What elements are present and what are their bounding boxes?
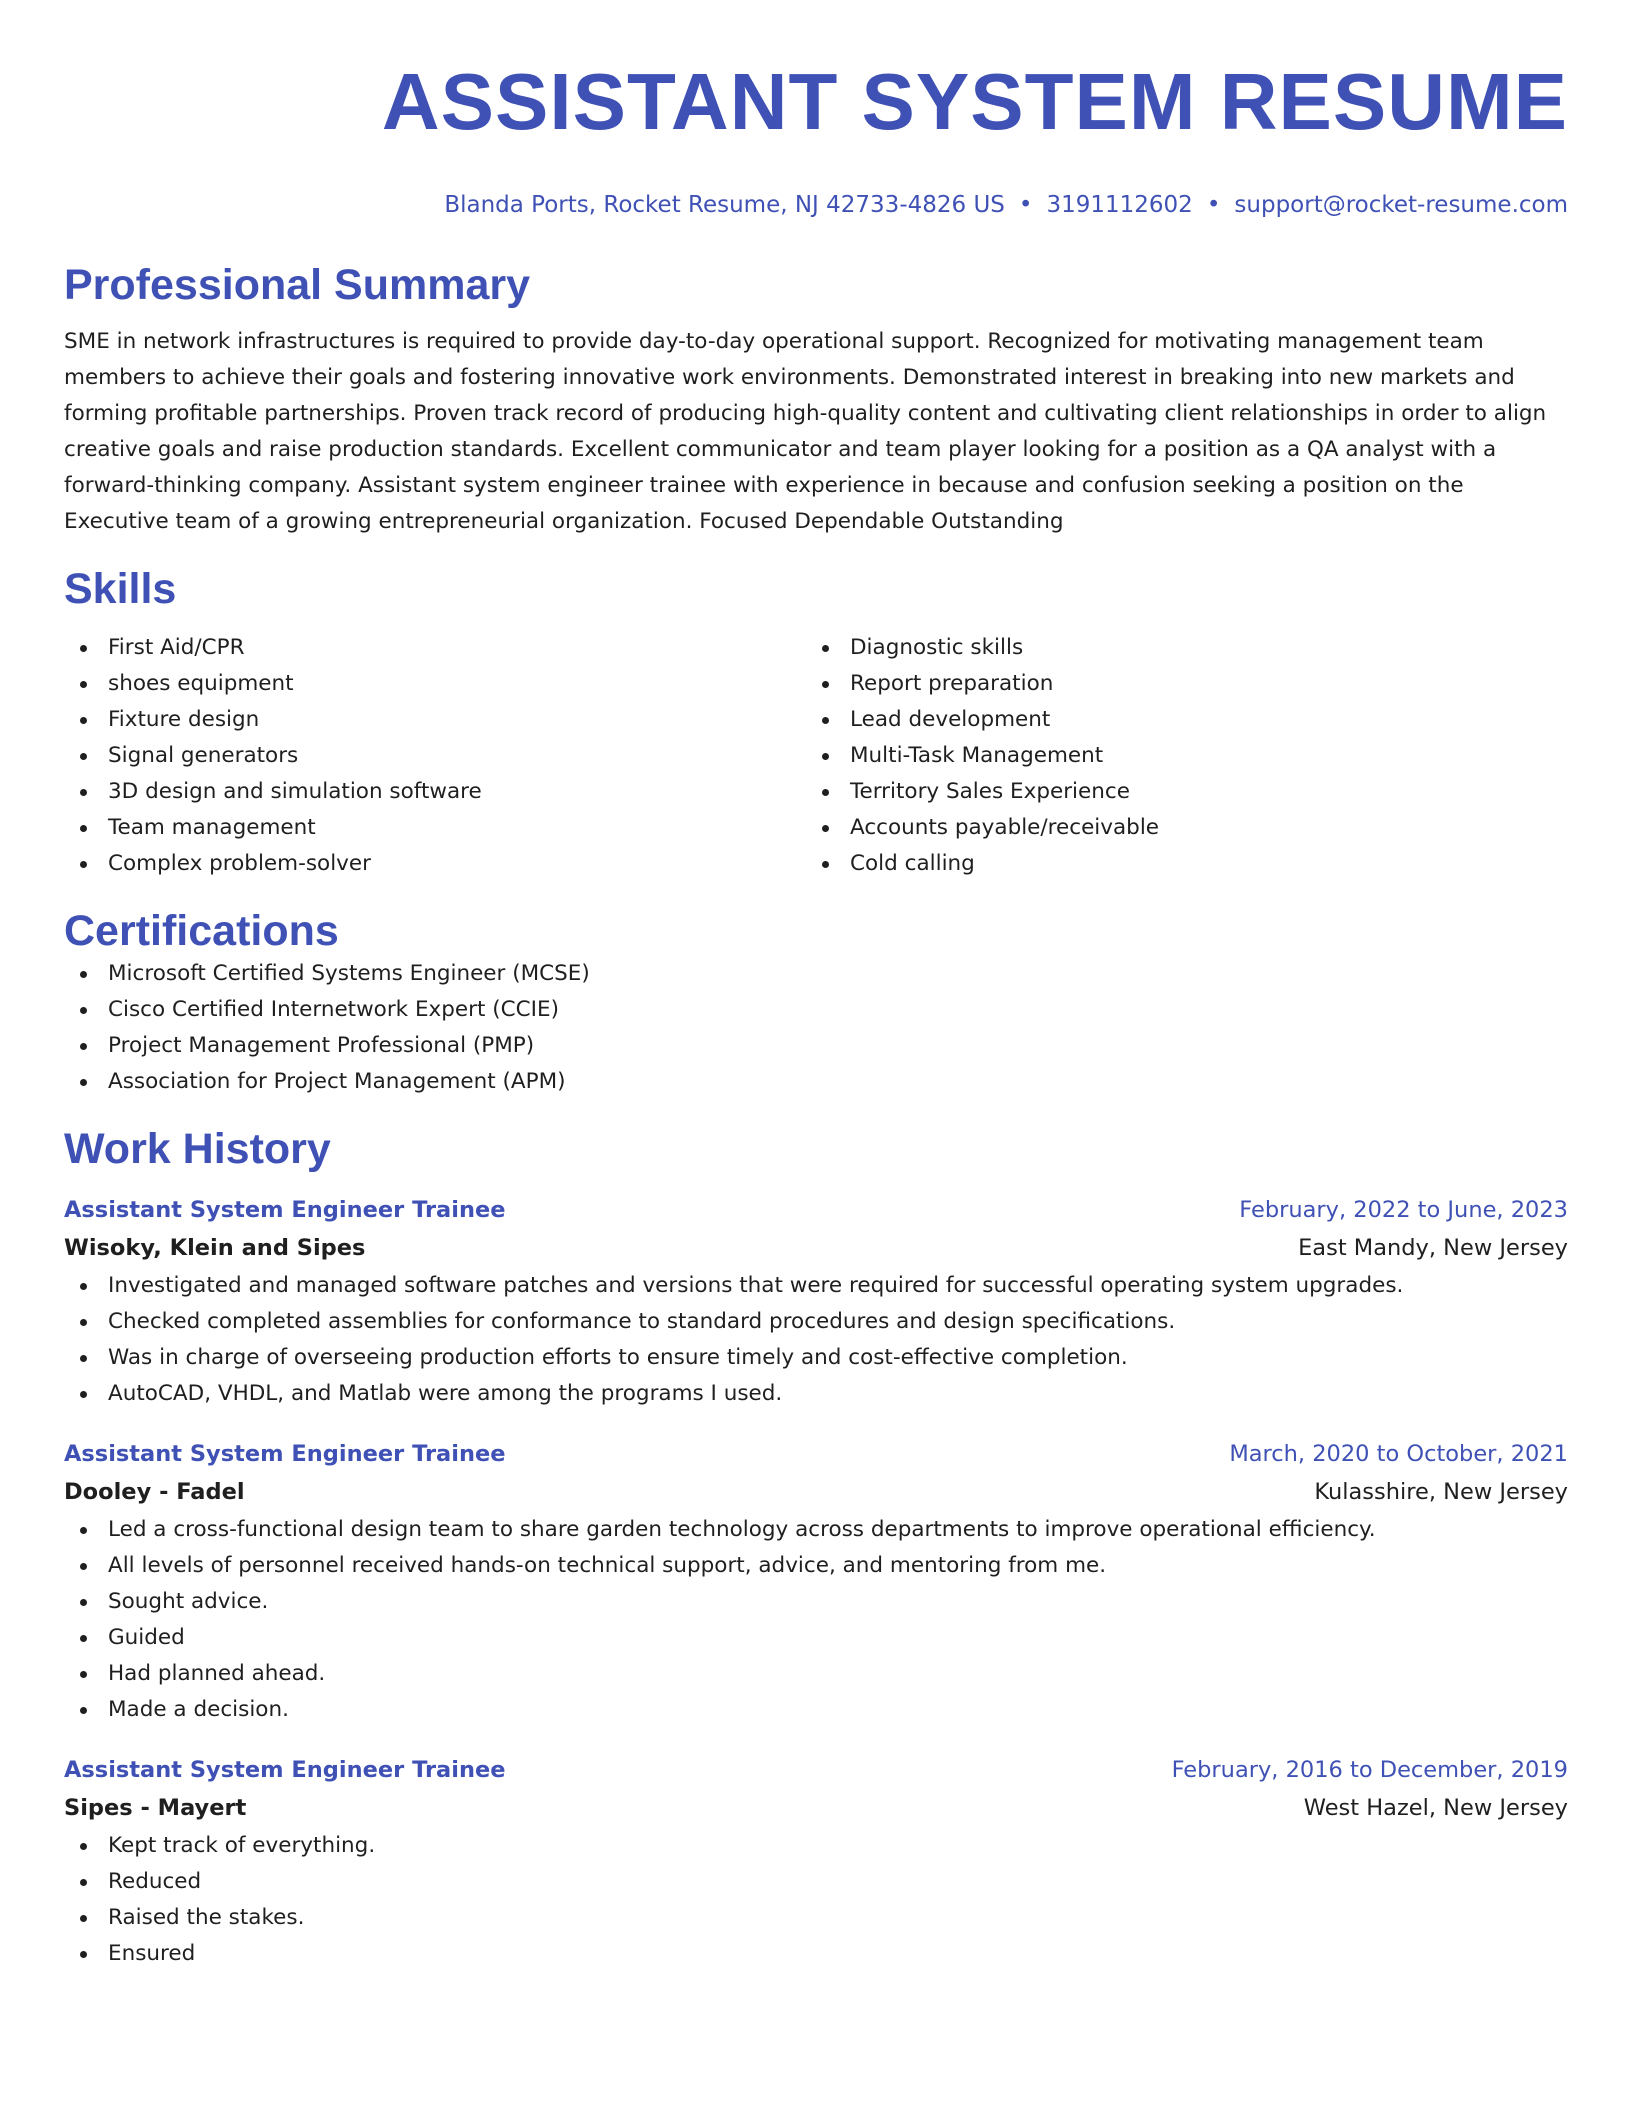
skills-grid [64, 630, 1568, 882]
summary-heading: Professional Summary [64, 261, 531, 309]
job-bullet: Ensured [64, 1936, 1568, 1972]
contact-phone: 3191112602 [1046, 192, 1193, 218]
certifications-heading: Certifications [64, 907, 339, 955]
job-title: Assistant System Engineer Trainee [64, 1757, 506, 1783]
skill-item: Signal generators [64, 738, 806, 774]
job-bullet: Made a decision. [64, 1692, 1568, 1728]
job-header-row [64, 1752, 1568, 1788]
job-bullet: Kept track of everything. [64, 1828, 1568, 1864]
work-history-heading: Work History [64, 1125, 331, 1173]
job-bullet: Investigated and managed software patches and versions that were required for successful operating system upgrades. [64, 1268, 1568, 1304]
job-entry [64, 1436, 1568, 1728]
skill-item: Territory Sales Experience [806, 774, 1548, 810]
contact-address: Blanda Ports, Rocket Resume, NJ 42733-4826 US [444, 192, 1005, 218]
job-location: East Mandy, New Jersey [1298, 1235, 1568, 1261]
job-bullets [64, 1512, 1568, 1728]
job-company-row [64, 1472, 1568, 1512]
job-title: Assistant System Engineer Trainee [64, 1197, 506, 1223]
skill-item: shoes equipment [64, 666, 806, 702]
contact-email: support@rocket-resume.com [1234, 192, 1568, 218]
skills-list-right [806, 630, 1548, 882]
job-title: Assistant System Engineer Trainee [64, 1441, 506, 1467]
job-bullet: Reduced [64, 1864, 1568, 1900]
job-header-row [64, 1192, 1568, 1228]
certification-item: Microsoft Certified Systems Engineer (MCSE) [64, 956, 1568, 992]
job-bullet: Checked completed assemblies for conformance to standard procedures and design specifications. [64, 1304, 1568, 1340]
skills-heading: Skills [64, 565, 177, 613]
job-company: Dooley - Fadel [64, 1479, 245, 1505]
skill-item: Team management [64, 810, 806, 846]
skill-item: Lead development [806, 702, 1548, 738]
job-dates: February, 2022 to June, 2023 [1239, 1197, 1568, 1223]
job-entry [64, 1752, 1568, 1972]
certification-item: Project Management Professional (PMP) [64, 1028, 1568, 1064]
job-bullet: Raised the stakes. [64, 1900, 1568, 1936]
job-bullet: All levels of personnel received hands-on technical support, advice, and mentoring from me. [64, 1548, 1568, 1584]
certification-item: Cisco Certified Internetwork Expert (CCIE) [64, 992, 1568, 1028]
skills-column-right [806, 630, 1548, 882]
certifications-list [64, 956, 1568, 1100]
job-bullets [64, 1268, 1568, 1412]
job-location: Kulasshire, New Jersey [1314, 1479, 1568, 1505]
job-bullet: AutoCAD, VHDL, and Matlab were among the programs I used. [64, 1376, 1568, 1412]
job-company-row [64, 1788, 1568, 1828]
job-bullets [64, 1828, 1568, 1972]
contact-separator: • [1206, 192, 1221, 218]
job-dates: March, 2020 to October, 2021 [1229, 1441, 1568, 1467]
job-dates: February, 2016 to December, 2019 [1171, 1757, 1568, 1783]
skill-item: Multi-Task Management [806, 738, 1548, 774]
resume-title: ASSISTANT SYSTEM RESUME [381, 57, 1568, 146]
job-bullet: Led a cross-functional design team to share garden technology across departments to improve operational efficiency. [64, 1512, 1568, 1548]
job-company: Sipes - Mayert [64, 1795, 247, 1821]
job-company: Wisoky, Klein and Sipes [64, 1235, 366, 1261]
skills-list-left [64, 630, 806, 882]
skill-item: Fixture design [64, 702, 806, 738]
summary-text: SME in network infrastructures is required to provide day-to-day operational support. Recognized for motivating management team members to achieve their goals and fostering innovative work environments. Demonstrated interest in breaking into new markets and forming profitable partnerships. Proven track record of producing high-quality content and cultivating client relationships in order to align creative goals and raise production standards. Excellent communicator and team player looking for a position as a QA analyst with a forward-thinking company. Assistant system engineer trainee with experience in because and confusion seeking a position on the Executive team of a growing entrepreneurial organization. Focused Dependable Outstanding [64, 329, 1547, 534]
job-bullet: Was in charge of overseeing production efforts to ensure timely and cost-effective completion. [64, 1340, 1568, 1376]
certification-item: Association for Project Management (APM) [64, 1064, 1568, 1100]
job-header-row [64, 1436, 1568, 1472]
job-entry [64, 1192, 1568, 1412]
job-bullet: Had planned ahead. [64, 1656, 1568, 1692]
job-location: West Hazel, New Jersey [1303, 1795, 1568, 1821]
job-company-row [64, 1228, 1568, 1268]
contact-separator: • [1018, 192, 1033, 218]
skill-item: 3D design and simulation software [64, 774, 806, 810]
skill-item: Complex problem-solver [64, 846, 806, 882]
skill-item: Cold calling [806, 846, 1548, 882]
job-bullet: Sought advice. [64, 1584, 1568, 1620]
skill-item: Accounts payable/receivable [806, 810, 1548, 846]
job-bullet: Guided [64, 1620, 1568, 1656]
skills-column-left [64, 630, 806, 882]
skill-item: Report preparation [806, 666, 1548, 702]
skill-item: Diagnostic skills [806, 630, 1548, 666]
skill-item: First Aid/CPR [64, 630, 806, 666]
contact-line [64, 190, 1568, 220]
